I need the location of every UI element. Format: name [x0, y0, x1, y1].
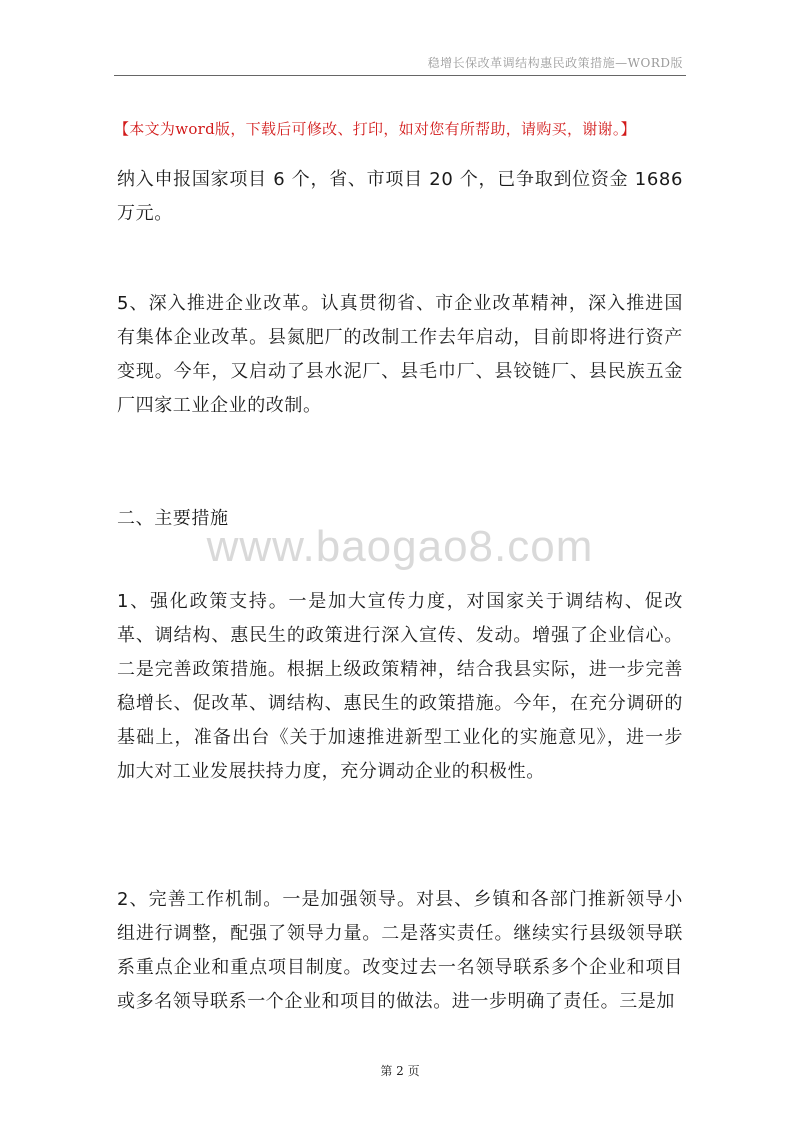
- page-number: 第 2 页: [380, 1064, 420, 1078]
- header-divider: [114, 75, 686, 76]
- download-notice: 【本文为word版，下载后可修改、打印，如对您有所帮助，请购买，谢谢。】: [114, 120, 636, 138]
- header-title: 稳增长保改革调结构惠民政策措施—WORD版: [427, 56, 683, 70]
- section-heading-main-measures: 二、主要措施: [117, 508, 229, 529]
- paragraph-policy-support: 1、强化政策支持。一是加大宣传力度，对国家关于调结构、促改革、调结构、惠民生的政策进行深入宣传、发动。增强了企业信心。二是完善政策措施。根据上级政策精神，结合我县实际，进一步完善稳增长、促改革、调结构、惠民生的政策措施。今年，在充分调研的基础上，准备出台《关于加速推进新型工业化的实施意见》，进一步加大对工业发展扶持力度，充分调动企业的积极性。: [117, 591, 683, 782]
- paragraph-enterprise-reform: 5、深入推进企业改革。认真贯彻省、市企业改革精神，深入推进国有集体企业改革。县氮肥厂的改制工作去年启动，目前即将进行资产变现。今年，又启动了县水泥厂、县毛巾厂、县铰链厂、县民族五金厂四家工业企业的改制。: [117, 293, 683, 416]
- paragraph-work-mechanism: 2、完善工作机制。一是加强领导。对县、乡镇和各部门推新领导小组进行调整，配强了领导力量。二是落实责任。继续实行县级领导联系重点企业和重点项目制度。改变过去一名领导联系多个企业和项目或多名领导联系一个企业和项目的做法。进一步明确了责任。三是加: [117, 889, 683, 1012]
- paragraph-funding: 纳入申报国家项目 6 个，省、市项目 20 个，已争取到位资金 1686 万元。: [117, 169, 683, 224]
- watermark: www.baogao8.com: [206, 522, 594, 571]
